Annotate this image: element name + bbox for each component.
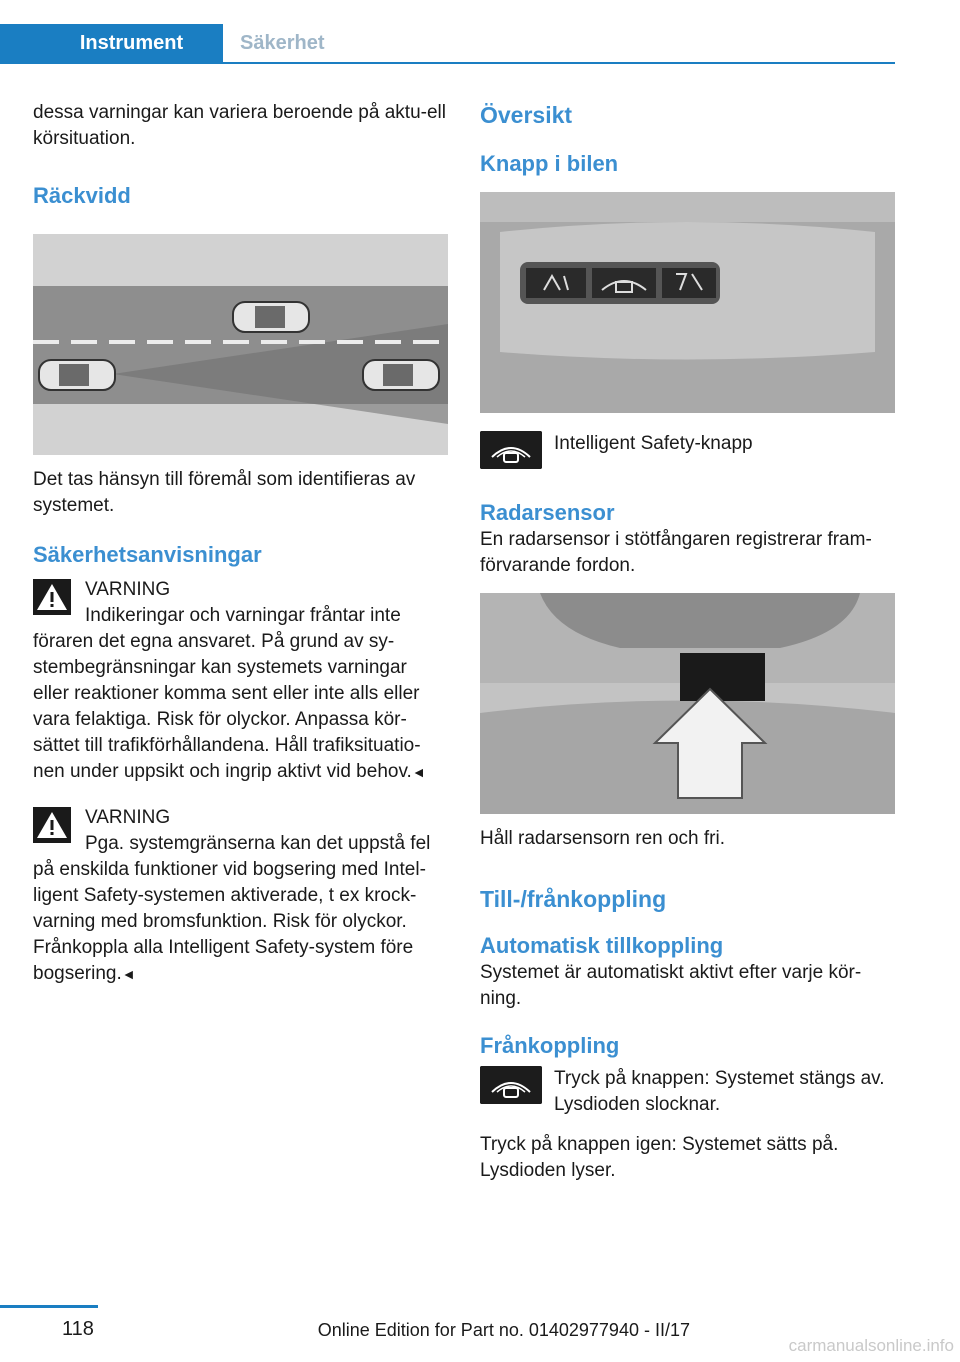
left-column bbox=[33, 100, 448, 987]
safety-heading: Säkerhetsanvisningar bbox=[33, 542, 262, 567]
chapter-tabs bbox=[0, 24, 895, 64]
radar-text: En radarsensor i stötfångaren registrerar fram-förvarande fordon. bbox=[480, 529, 872, 576]
end-mark-icon: ◄ bbox=[411, 764, 426, 780]
warning-triangle-icon bbox=[33, 579, 71, 615]
tab-instrument[interactable]: Instrument bbox=[0, 24, 223, 62]
page-number: 118 bbox=[62, 1318, 94, 1340]
range-heading: Räckvidd bbox=[33, 183, 131, 208]
range-illustration bbox=[33, 234, 448, 455]
on-text: Tryck på knappen igen: Systemet sätts på. Lysdioden lyser. bbox=[480, 1134, 839, 1181]
right-column bbox=[480, 100, 895, 1184]
onoff-heading: Till-/frånkoppling bbox=[480, 886, 667, 912]
car-left-icon bbox=[39, 360, 115, 390]
button-heading: Knapp i bilen bbox=[480, 151, 619, 176]
edition-text: Online Edition for Part no. 01402977940 - II/17 bbox=[317, 1320, 690, 1340]
tab-sakerhet[interactable]: Säkerhet bbox=[240, 32, 325, 54]
warning-1 bbox=[33, 577, 448, 785]
watermark: carmanualsonline.info bbox=[788, 1336, 954, 1355]
warning-2-title: VARNING bbox=[85, 807, 171, 828]
warning-triangle-icon bbox=[33, 807, 71, 843]
intelligent-safety-button-icon[interactable] bbox=[480, 431, 542, 469]
warning-2 bbox=[33, 805, 448, 987]
radar-heading: Radarsensor bbox=[480, 500, 615, 525]
warning-1-lead: Indikeringar och varningar fråntar inte bbox=[85, 605, 401, 626]
footer-rule bbox=[0, 1305, 98, 1308]
intro-text: dessa varningar kan variera beroende på aktu-ell körsituation. bbox=[33, 102, 446, 149]
intelligent-safety-button-label: Intelligent Safety-knapp bbox=[554, 433, 753, 454]
off-text: Tryck på knappen: Systemet stängs av. Lysdioden slocknar. bbox=[554, 1068, 885, 1115]
car-own-icon bbox=[363, 360, 439, 390]
end-mark-icon: ◄ bbox=[121, 966, 136, 982]
warning-2-body: på enskilda funktioner vid bogsering med Intel-ligent Safety-systemen aktiverade, t ex krock-varning med bromsfunktion. Risk för olyckor. Frånkoppla alla Intelligent Safety-system före bogsering. bbox=[33, 859, 426, 984]
range-caption: Det tas hänsyn till föremål som identifieras av systemet. bbox=[33, 469, 416, 516]
off-heading: Frånkoppling bbox=[480, 1033, 620, 1058]
car-ahead-icon bbox=[233, 302, 309, 332]
button-panel-photo bbox=[480, 192, 895, 413]
intelligent-safety-button-icon[interactable] bbox=[480, 1066, 542, 1104]
auto-heading: Automatisk tillkoppling bbox=[480, 933, 724, 958]
auto-text: Systemet är automatiskt aktivt efter varje kör-ning. bbox=[480, 962, 862, 1009]
off-instruction-row bbox=[480, 1066, 895, 1118]
intelligent-safety-button-row bbox=[480, 431, 895, 471]
radar-sensor-photo bbox=[480, 593, 895, 814]
warning-2-lead: Pga. systemgränserna kan det uppstå fel bbox=[85, 833, 431, 854]
overview-heading: Översikt bbox=[480, 102, 573, 128]
warning-1-title: VARNING bbox=[85, 579, 171, 600]
warning-1-body: föraren det egna ansvaret. På grund av sy-stembegränsningar kan systemets varningar eller reaktioner komma sent eller inte alls eller vara felaktiga. Risk för olyckor. Anpassa kör-sättet till trafikförhållandena. Håll trafiksituatio-nen under uppsikt och ingrip aktivt vid behov. bbox=[33, 631, 421, 782]
radar-caption: Håll radarsensorn ren och fri. bbox=[480, 828, 725, 849]
